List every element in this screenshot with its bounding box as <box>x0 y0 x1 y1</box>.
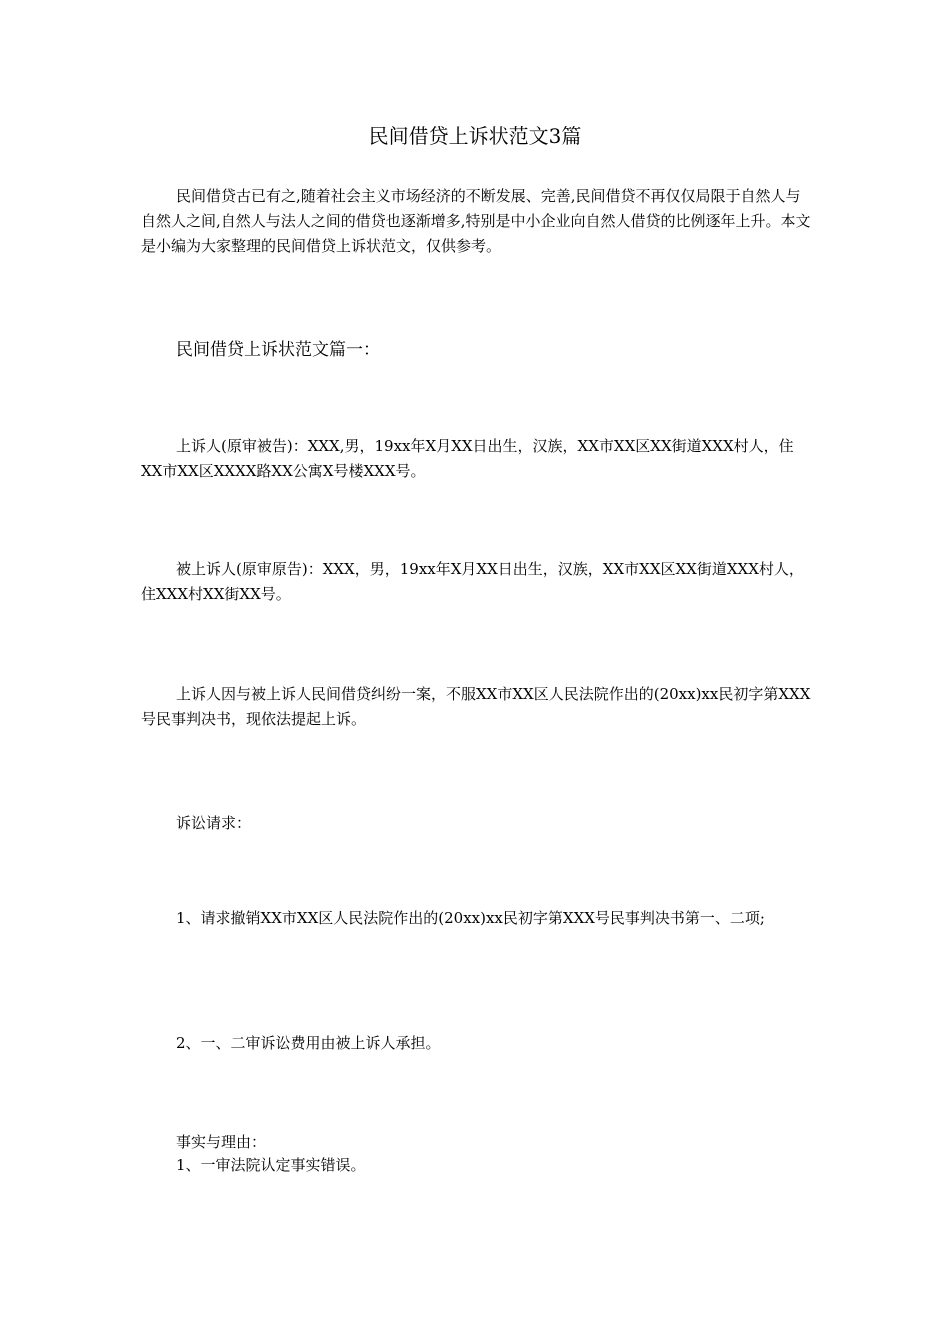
claim-item-1: 1、请求撤销XX市XX区人民法院作出的(20xx)xx民初字第XXX号民事判决书第一、二项; <box>176 909 765 927</box>
appellant-paragraph: 上诉人(原审被告)：XXX,男，19xx年X月XX日出生，汉族，XX市XX区XX街道XXX村人，住XX市XX区XXXX路XX公寓X号楼XXX号。 <box>141 437 794 480</box>
claims-heading: 诉讼请求： <box>176 814 252 832</box>
claim-item-2: 2、一、二审诉讼费用由被上诉人承担。 <box>176 1034 441 1052</box>
case-statement-paragraph: 上诉人因与被上诉人民间借贷纠纷一案，不服XX市XX区人民法院作出的(20xx)xx民初字第XXX号民事判决书，现依法提起上诉。 <box>141 685 811 728</box>
section-one-heading: 民间借贷上诉状范文篇一： <box>176 340 380 360</box>
fact-item-1: 1、一审法院认定事实错误。 <box>176 1156 366 1174</box>
appellee-paragraph: 被上诉人(原审原告)：XXX，男，19xx年X月XX日出生，汉族，XX市XX区XX街道XXX村人，住XXX村XX街XX号。 <box>141 560 804 603</box>
intro-paragraph: 民间借贷古已有之,随着社会主义市场经济的不断发展、完善,民间借贷不再仅仅局限于自然人与自然人之间,自然人与法人之间的借贷也逐渐增多,特别是中小企业向自然人借贷的比例逐年上升。本文是小编为大家整理的民间借贷上诉状范文，仅供参考。 <box>141 187 811 255</box>
facts-heading: 事实与理由： <box>176 1133 267 1151</box>
document-title: 民间借贷上诉状范文3篇 <box>368 124 582 148</box>
